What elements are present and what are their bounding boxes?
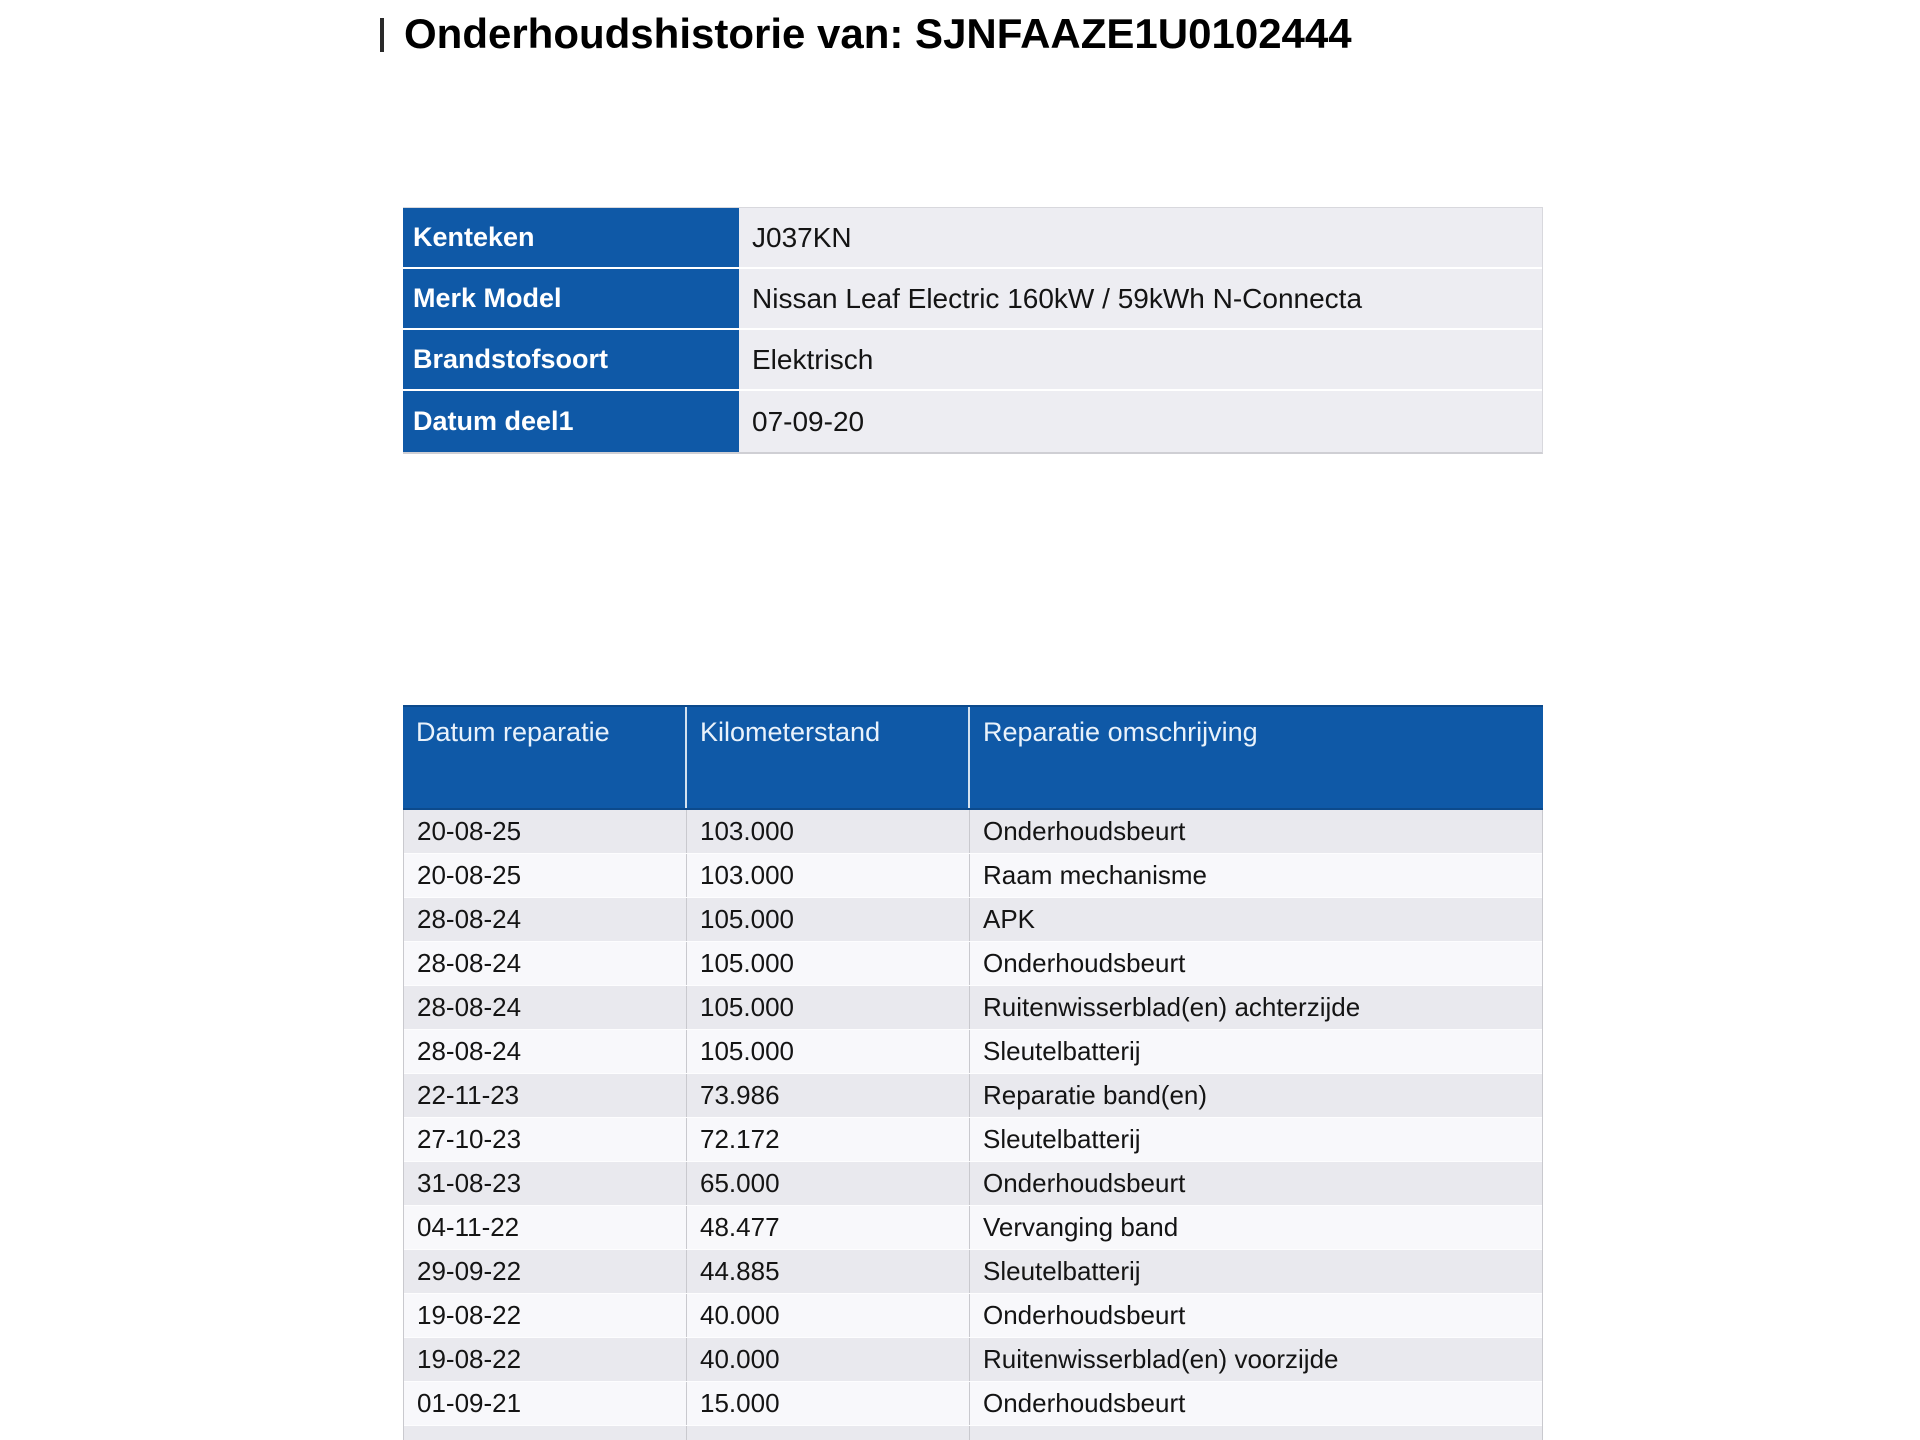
vehicle-info-row xyxy=(403,330,1542,391)
cell-datum-reparatie: 28-08-24 xyxy=(417,948,522,978)
cell-reparatie-omschrijving: Onderhoudsbeurt xyxy=(969,1382,1542,1425)
cell-datum-reparatie: 19-08-22 xyxy=(417,1300,522,1330)
table-row xyxy=(404,898,1542,942)
cell-datum-reparatie: 27-10-23 xyxy=(417,1124,522,1154)
cell-datum-reparatie: 29-09-22 xyxy=(417,1256,522,1286)
page-title: Onderhoudshistorie van: SJNFAAZE1U0102444 xyxy=(404,10,1352,57)
cell-reparatie-omschrijving: Onderhoudsbeurt xyxy=(969,1162,1542,1205)
cell-kilometerstand: 103.000 xyxy=(686,854,969,897)
cell-reparatie-omschrijving: Vervanging band xyxy=(969,1206,1542,1249)
vehicle-info-value: J037KN xyxy=(739,208,1542,267)
maintenance-table-header xyxy=(403,705,1543,810)
column-header-datum-reparatie: Datum reparatie xyxy=(416,717,610,747)
table-row xyxy=(404,1030,1542,1074)
cell-reparatie-omschrijving: Onderhoudsbeurt xyxy=(969,942,1542,985)
cell-reparatie-omschrijving: Sleutelbatterij xyxy=(969,1250,1542,1293)
cell-reparatie-omschrijving: APK xyxy=(969,898,1542,941)
cell-kilometerstand: 48.477 xyxy=(686,1206,969,1249)
vehicle-info-value: Nissan Leaf Electric 160kW / 59kWh N-Connecta xyxy=(739,269,1542,328)
table-row xyxy=(404,1382,1542,1426)
cell-datum-reparatie: 28-08-24 xyxy=(417,992,522,1022)
vehicle-info-table xyxy=(403,207,1543,454)
table-row xyxy=(404,986,1542,1030)
vehicle-info-row xyxy=(403,391,1542,452)
cell-reparatie-omschrijving: Sleutelbatterij xyxy=(969,1118,1542,1161)
vehicle-info-label: Brandstofsoort xyxy=(403,330,739,389)
cell-datum-reparatie: 31-08-23 xyxy=(417,1168,522,1198)
cell-datum-reparatie: 22-11-23 xyxy=(417,1080,520,1110)
vehicle-info-label: Datum deel1 xyxy=(403,391,739,452)
vehicle-info-value: 07-09-20 xyxy=(739,391,1542,452)
vehicle-info-row xyxy=(403,269,1542,330)
table-row xyxy=(404,1338,1542,1382)
table-row xyxy=(404,810,1542,854)
cell-kilometerstand: 15.000 xyxy=(686,1382,969,1425)
cell-kilometerstand: 40.000 xyxy=(686,1294,969,1337)
vehicle-info-label: Merk Model xyxy=(403,269,739,328)
table-row xyxy=(404,1250,1542,1294)
cell-reparatie-omschrijving: Sleutelbatterij xyxy=(969,1030,1542,1073)
table-row-partial xyxy=(404,1426,1542,1440)
table-row xyxy=(404,1118,1542,1162)
cell-kilometerstand: 105.000 xyxy=(686,942,969,985)
cell-kilometerstand: 105.000 xyxy=(686,986,969,1029)
table-row xyxy=(404,1206,1542,1250)
cell-datum-reparatie: 01-09-21 xyxy=(417,1388,522,1418)
cell-kilometerstand: 65.000 xyxy=(686,1162,969,1205)
clipped-text-fragment xyxy=(380,18,384,52)
cell-reparatie-omschrijving: Ruitenwisserblad(en) achterzijde xyxy=(969,986,1542,1029)
cell-kilometerstand: 105.000 xyxy=(686,1030,969,1073)
cell-reparatie-omschrijving: Onderhoudsbeurt xyxy=(969,1294,1542,1337)
cell-datum-reparatie: 20-08-25 xyxy=(417,860,522,890)
column-header-reparatie-omschrijving: Reparatie omschrijving xyxy=(968,707,1543,808)
maintenance-history-table xyxy=(403,705,1543,1440)
cell-datum-reparatie: 19-08-22 xyxy=(417,1344,522,1374)
vehicle-info-label: Kenteken xyxy=(403,208,739,267)
cell-kilometerstand: 40.000 xyxy=(686,1338,969,1381)
table-row xyxy=(404,1294,1542,1338)
cell-datum-reparatie xyxy=(404,1426,686,1440)
cell-kilometerstand: 105.000 xyxy=(686,898,969,941)
cell-kilometerstand: 72.172 xyxy=(686,1118,969,1161)
column-header-kilometerstand: Kilometerstand xyxy=(685,707,968,808)
cell-kilometerstand: 44.885 xyxy=(686,1250,969,1293)
cell-kilometerstand: 73.986 xyxy=(686,1074,969,1117)
cell-datum-reparatie: 28-08-24 xyxy=(417,904,522,934)
cell-reparatie-omschrijving: Raam mechanisme xyxy=(969,854,1542,897)
cell-datum-reparatie: 04-11-22 xyxy=(417,1212,520,1242)
vehicle-info-row xyxy=(403,208,1542,269)
cell-reparatie-omschrijving: Reparatie band(en) xyxy=(969,1074,1542,1117)
cell-datum-reparatie: 20-08-25 xyxy=(417,816,522,846)
vehicle-info-value: Elektrisch xyxy=(739,330,1542,389)
cell-datum-reparatie: 28-08-24 xyxy=(417,1036,522,1066)
cell-kilometerstand: 103.000 xyxy=(686,810,969,853)
table-row xyxy=(404,854,1542,898)
cell-reparatie-omschrijving xyxy=(969,1426,1542,1440)
table-row xyxy=(404,1162,1542,1206)
cell-reparatie-omschrijving: Ruitenwisserblad(en) voorzijde xyxy=(969,1338,1542,1381)
cell-reparatie-omschrijving: Onderhoudsbeurt xyxy=(969,810,1542,853)
cell-kilometerstand xyxy=(686,1426,969,1440)
table-row xyxy=(404,1074,1542,1118)
maintenance-table-body xyxy=(403,810,1543,1440)
table-row xyxy=(404,942,1542,986)
